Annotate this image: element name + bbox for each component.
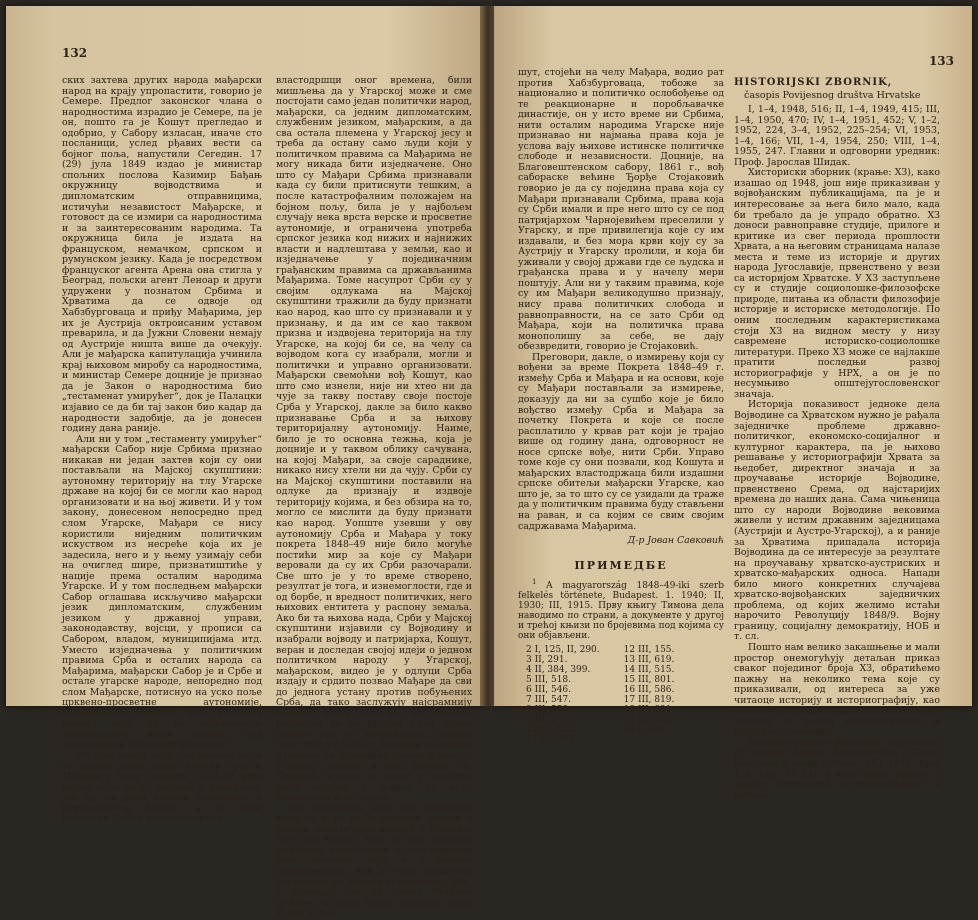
text-column-right-1: [518, 68, 724, 745]
paragraph: Пошто нам велико закашњење и мали простор онемогућују детаљан приказ сваког појединог броја ХЗ, обратићемо пажњу на неколико тема које су приказивали, од интереса за уже читаоце историју и историографију, као и неке од оних које су од општијег значаја за развој историографије и културне традиције.: [734, 641, 940, 738]
paragraph: ских захтева других народа мађарски народ на крају упропастити, говорио је Семере. Предлог законског члана о народностима израдио је Семере, па је он, пошто га је Кошут прегледао и одобрио, у Сабору изласан, иначе сто посланици, услед рђавих вести са бојног поља, напустили Сегедин. 17 (29) јула 1849 издао је министар спољних послова Казимир Бађањ окружницу војводствима и дипломатским отправницима, истичући независтост Мађарске, и готовост да се измири са народностима и за заинтересованим народима. Та окружница била је издата на француском, немачком, српском и румунском језику. Када је посредством француског агента Арена она стигла у Београд, пољски агент Леноар и други удружени у познатом Србима и Хрватима да се одвоје од Хабзбурговаца и приђу Мађарима, јер их је Аустрија октроисаним уставом преварила, и да Јужни Словени немају од Аустрије ништа више да очекују. Али је мађарска капитулација учинила крај њиховом миробу са народностима, и министар Семере доцније је признао да је Закон о народностима био „тестаменат умирућег“, док је Палацки изјавио се да би тај закон био кадар да народности задобије, да је донесен годину дана раније.: [62, 75, 262, 435]
list-item: 7 III, 547.: [526, 695, 572, 706]
list-item: 18 III, 821.: [623, 705, 675, 716]
paragraph: Хисториски зборник (крање: ХЗ), како изашао од 1948, још није приказиван у војвођанским публикацијама, па је и интересовање за њега било мало, када би требало да је упрадо обратно. ХЗ доноси равноправне студије, прилоге и критике из свег периода прошлости Хрвата, а на његовим страницама налазе места и теме из историје и других народа Југославије, првенствено у вези са историјом Хрватске. У ХЗ заступљене су и студије социолошке-филозофске природе, питања из области филозофије историје и историске методологије. По оним последњим карактеристикама стоји ХЗ на видном месту у низу савремене историско-социолошке литератури. Преко ХЗ може се најлакше пратити последњи развој историографије у НРХ, а он је по несумњиво општејугословенског значаја.: [734, 167, 940, 400]
author-signature: Д-р Јован Савковић: [627, 535, 724, 547]
list-item: 8 III, 558.: [526, 705, 572, 716]
left-page: [6, 6, 482, 920]
list-item: 14 III, 515.: [623, 665, 675, 676]
paragraph: Историографско-методско карактера је чланак Марка Костренчића „Старе баштине и нови путови“ (ХЗ 1948, број 1–4, стр. 11–24), у ком аутор говори о кризи буржоаске историографије и истиче: [734, 736, 940, 801]
list-item: 3 II, 291.: [526, 655, 568, 666]
list-item: 15 III, 801.: [623, 675, 675, 686]
paragraph: Из документа које смо навели види се, дакле, јасно зашто између Срба и Мађара у току покрета 1848–49 није могло доћи до споразума и измирења. Јер су, на речи велики слободњак и револуционар Кошут, а са њим мађарски Сабор и сви мађарски: [62, 750, 262, 825]
list-item: 12 III, 155.: [623, 645, 675, 656]
list-item: 19 III, 826.: [623, 715, 675, 726]
text-column-right-2: [734, 68, 940, 801]
list-item: 5 III, 518.: [526, 675, 572, 686]
footnote-1: $^1$ A magyarország 1848–49-iki szerb felkelés története, Budapest. 1. 1940; II, 1930; III, 1915. Прву књигу Тимона дела наводимо по страни, а документе у другој и трећој књизи по бројевима под којима су они објављени.: [518, 578, 724, 642]
text-column-left-1: [62, 76, 262, 825]
journal-subtitle: časopis Povijesnog društva Hrvatske: [744, 89, 921, 101]
list-item: 4 II, 384, 399.: [526, 665, 591, 676]
paragraph: Али ни у том „тестаменту умирућег“ мађарски Сабор није Србима признао никакав ни један захтев који су они постављали на Мајској скупштини: аутономну територију на тлу Угарске државе на којој би се могли као народ организовати и на њој живети. И у том закону, донесеном непосредно пред слом Угарске, Мађари се нису користили ниједним политичким искуством из несреће која их је задесила, него и у њему узимају себи на очиглед шире, признатиштиће у нације према осталим народима Угарске. И у том последњем мађарски Сабор оглашава искључиво мађарски језик дипломатским, службеним језиком у државној управи, законодавству, војсци, у прописи са Сабором, владом, муниципијама итд. Уместо изједначења у политичким правима Срба и осталих народа са Мађарима, мађарски Сабор је и Србе и остале угарске народе, непоредно под слом Мађарске, потиснуо на уско поље црквено-просветне аутономије, обећавајући Србима као изузетну милост што ће на пештанском Универзитету моћи подићи свој православни теолошки факултет!: [62, 433, 262, 751]
list-item: 6 III, 546.: [526, 685, 572, 696]
text-column-left-2: [276, 76, 472, 920]
list-item: 17 III, 819.: [623, 695, 675, 706]
page-number: 132: [62, 46, 88, 60]
right-page: [494, 6, 972, 801]
paragraph: I, 1–4, 1948, 516; II, 1–4, 1949, 415; III, 1–4, 1950, 470; IV, 1–4, 1951, 452; V, 1–2, 1952, 224, 3–4, 1952, 225–254; VI, 1953, 1–4, 166; VII, 1–4, 1954, 250; VIII, 1–4, 1955, 247. Главни и одговорни уредник: Проф. Јарослав Шидак.: [734, 104, 940, 168]
paragraph: Из документа које смо наводили вида се и то да је основни разлог о једном политичком народу у Угарској био сам Кошут, који су сви водиоци мађарски политичари и властодршци оног времена, који и у пракси примењивали. Али је тако расплело, јер одлуке из Мајске скупштине Срба, а упоредо, све до слома Угарске државе на крају Првог светског рата. И док је Ко-: [276, 802, 472, 920]
page-number: 133: [928, 54, 954, 68]
list-item: 16 III, 586.: [623, 685, 675, 696]
paragraph: Преговори, дакле, о измирењу који су вођени за време Покрета 1848–49 г. између Срба и Мађара и на основи, које су Мађари постављали за измирење, доказују да ни за сушбо које је било вођство између Срба и Мађара за почетку Покрета и које се после расплатило у крвав рат који је трајао више од годину дана, одговорност не носе српске вође, нити Срби. Управо томе које су они позвали, код Кошута и мађарских властодржаца били издашни српске обитељи мађарски Угарске, као што је, за то што су се узидали да траже да у политичким правима буду стављени на раван, и са којим се свим својим садржавама Мађарима.: [518, 351, 724, 532]
paragraph: Историја показивост једноке дела Војводине са Хрватском нужно је рађала заједничке проблеме државно-политичког, економско-социјалног и културног карактера, па је њихово решавање у историографији Хрвата за њедобет, директног значаја и за проучавање историје Војводине, првенствено Срема, од најстаријих времена до наших дана. Сама чињеница што су народи Војводине вековима живели у истим државним заједницама (Аустрији и Аустро-Угарској), а и раније за Хрватима припадала историја Војводина да се интересује за резултате на проучавању хрватско-аустриских и хрватско-мађарских односа. Напади било много конкретних случајева хрватско-војвођанских заједничких проблема, од којих желимо истаћи нарочито Револуцију 1848/9. Војну границу, социјалну демократију, НОБ и т. сл.: [734, 399, 940, 643]
list-item: 9 III, 550.: [526, 715, 572, 726]
list-item: 20 I, 424.: [623, 725, 668, 736]
references-list-right: [624, 645, 675, 745]
paragraph: властодршци оног времена, били мишљења да у Угарској може и сме постојати само један политички народ, мађарски, са једним дипломатским, службеним језиком, мађарским, а да сва остала племена у Угарској јесу и треба да остану само људи који у политичком правима са Мађарима не могу никада бити изједначене. Оно што су Мађари Србима признавали када су били притиснути тешким, а после катастрофалним положајем на бојном пољу, била је у најбољем случају нека врста верске и просветне аутономије, и ограничена употреба српског језика код нижих и најнижих власти и надлештава у земљи, као и изједначење у појединачним грађанским правима са држављанима Мађарима. Томе насупрот Срби су у својим одлукама на Мајској скупштини тражили да буду признати као народ, као што су признавали и у признању, и да им се као таквом призна и издвојена територија на тлу Угарске, на којој би се, на челу са војводом кога су изабрали, могли и политички и управно организовати. Мађарски свемоћни вођ Кошут, као што смо изнели, није ни хтео ни да чује за такву поставу своје постоје Срба у Угарској, дакле за било какво признавање Срба и за њихову територијалну аутономију. Наиме, било је то основна тежња, која је доцније и у таквом облику сачувана, на којој Мађари, за своје сараднике, никако нису хтели ни да чују. Срби су на Мајској скупштини поставили на одлуке да признају и издвоје територију којима, и без обзира на то, могло се мислити да буду признати као народ. Уопште узевши у ову аутономију Срба и Мађара у току покрета 1848–49 није било могуће постићи мир за које су Мађари веровали да су их Срби разочарали. Све што је у то време створено, резултат је тога, и изнемоглости, где и од борбе, и вредност политичких, него њихових ентитета у распону земаља. Ако би та њихова нада, Срби у Мајској скупштини изјавили су Војводину и изабрали војводу и патријарха, Кошут, веран и доследан својој идеји о једном политичком народу у Угарској, мађарском, видео је у одлуци Срба издају и срдито позвао Мађаре да сви до једнога устану против побуњених Срба, да тако заслужују најсрамнију смртну казну, па је то сматрао разлогом да се против Срба одмах поведе рат до истребљења, упркос томе што су Срби у мајским одлукама изјевили да Војводину траже у оквиру Угарске државе и под круном св. Стевана, и што су после у читавом низу одлука и изјава то исто понављали и истицали.: [276, 75, 472, 804]
footnote-text: A magyarország 1848–49-iki szerb felkelés története, Budapest. 1. 1940; II, 1930; III, 1915. Прву књигу Тимона дела наводимо по страни, а документе у другој и трећој књизи по бројевима под којима су они објављени.: [518, 581, 724, 642]
list-item: 11 III, 702.: [526, 735, 577, 746]
footnote-references: [526, 645, 724, 745]
references-list-left: [526, 645, 600, 745]
list-item: 2 I, 125, II, 290.: [526, 645, 600, 656]
list-item: 10 III, 532.: [526, 725, 577, 736]
journal-title: HISTORIJSKI ZBORNIK,: [734, 77, 893, 88]
list-item: 13 III, 619.: [623, 655, 675, 666]
notes-heading: ПРИМЕДБЕ: [574, 558, 668, 572]
paragraph: шут, стојећи на челу Мађара, водио рат против Хабзбурговаца, тобоже за национално и политичко ослобођење од те реакционарне и поробљавачке династије, он у исто време ни Србима, нити осталим народима Угарске није признавао ни најмања права која је услова вају њихове истинске политичке слободе и независности. Доцније, на Благовештенском сабору, 1861 г., вођ сабораске већине Ђорђе Стојаковић говорио је да су поједина права која су Мађари признавали Србима, права која су Срби имали и пре него што су се под патријархом Чарнојевићем преселили у Угарску, и пре привилегија које су им издавали, и без мора крви коју су за Аустрију и Угарску пролили, и која би уживали у својој држави где се људска и грађанска права и у начелу мери поштују. Али ни у таквим правима, које су им Мађари великодушно признају, нису права политичких слобода и равноправности, на се зато Срби од Мађара, који на политичка права монополишу за себе, не дају обезвредити, говорио је Стојаковић.: [518, 67, 724, 353]
